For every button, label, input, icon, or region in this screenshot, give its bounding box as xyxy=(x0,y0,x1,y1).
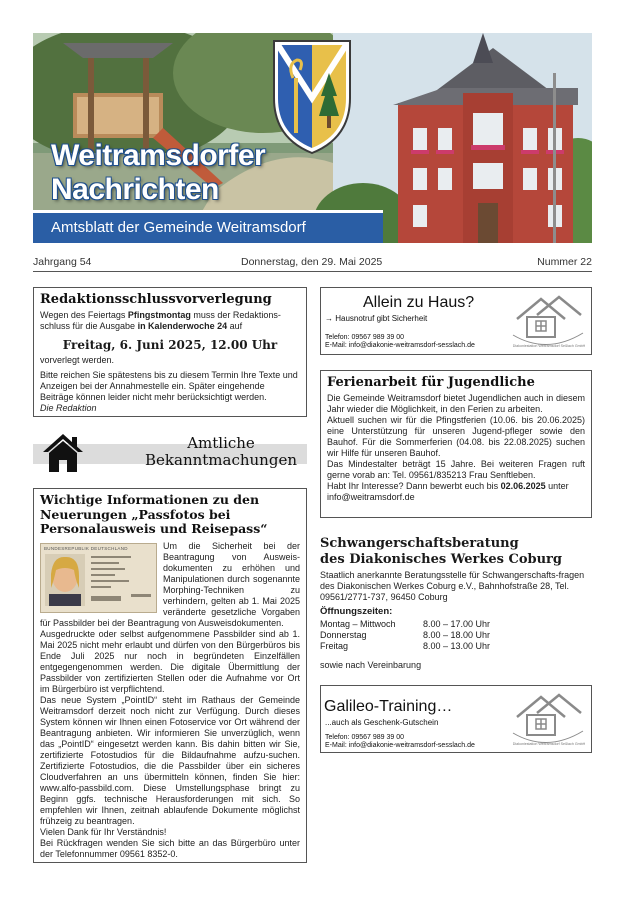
masthead-title-line2: Nachrichten xyxy=(51,173,219,206)
passfoto-article-box xyxy=(33,488,307,863)
home-icon xyxy=(41,432,85,474)
redaktion-text-4: vorverlegt werden. xyxy=(40,355,115,365)
passfoto-heading: Wichtige Informationen zu den Neuerungen „Passfotos bei Personalausweis und Reisepass“ xyxy=(40,492,268,536)
ferien-text: Habt Ihr Interesse? Dann bewerbt euch bis xyxy=(327,481,501,491)
redaktion-instructions: Bitte reichen Sie spätestens bis zu diesem Termin Ihre Texte und Anzeigen bei der Annahmestelle ein. Später eingehende Beiträge können leider nicht mehr berücksichtigt werden. xyxy=(40,370,298,402)
diakonie-logo-text: Diakoniestation Weitramsdorf Seßlach GmbH xyxy=(512,742,585,746)
issue-info-line xyxy=(33,256,592,272)
ferien-email[interactable]: unter info@weitramsdorf.de xyxy=(327,481,569,502)
issue-date: Donnerstag, den 29. Mai 2025 xyxy=(241,256,383,268)
redaktion-deadline: Freitag, 6. Juni 2025, 12.00 Uhr xyxy=(62,338,278,352)
ad-allein-title: Allein zu Haus? xyxy=(363,294,475,311)
id-card-label: BUNDESREPUBLIK DEUTSCHLAND xyxy=(44,545,128,551)
passfoto-paragraph-3: Das neue System „PointID“ steht im Rathaus der Gemeinde Weitramsdorf derzeit noch nicht zur Verfügung. Durch dieses System können wir Ihnen einen Fotoservice vor Ort während der Beantragung anbieten. Wir informieren Sie unverzüglich, wenn das „PointID“ eingesetzt werden kann. Bis dahin bitten wir Sie, zertifizierte Fotostudios für die Bildaufnahme aufzu-suchen. Zertifizierte Fotostudios, die die Passbilder über ein sicheres Cloudverfahren an uns übermitteln können, finden Sie hier: www.alfo-passbild.com. Diese Umstellungsphase bringt zu Beginn ggfs. technische Herausforderungen mit sich. So empfehlen wir Ihnen, zeitnah ablaufende Dokumente möglichst frühzeig zu beantragen. xyxy=(40,694,300,826)
hours-day: Donnerstag xyxy=(320,630,367,640)
schwangerschaftsberatung-section xyxy=(320,536,592,671)
ad-allein-email: E-Mail: info@diakonie-weitramsdorf-sesslach.de xyxy=(325,342,475,349)
ad-galileo-phone: Telefon: 09567 989 39 00 xyxy=(325,734,405,741)
ferien-paragraph-3: Das Mindestalter beträgt 15 Jahre. Bei weiteren Fragen ruft gerne vorab an: Tel. 09561/835213 Frau Senftleben. xyxy=(327,459,585,480)
redaktion-signature: Die Redaktion xyxy=(40,403,97,413)
ad-galileo-email: E-Mail: info@diakonie-weitramsdorf-sesslach.de xyxy=(325,742,475,749)
redaktion-week: in Kalenderwoche 24 xyxy=(137,321,228,331)
redaktion-text: Wegen des Feiertags xyxy=(40,310,128,320)
ferien-paragraph-2: Aktuell suchen wir für die Pfingstferien (10.06. bis 20.06.2025) eine Unterstützung für unseren Jugend-pfleger sowie den Bauhof. Für die Sommerferien (04.08. bis 22.08.2025) suchen wir Hilfe für unseren Bauhof. xyxy=(327,415,585,458)
issue-volume: Jahrgang 54 xyxy=(33,256,92,268)
subtitle-bar xyxy=(33,210,383,243)
passfoto-paragraph-4: Vielen Dank für Ihr Verständnis! xyxy=(40,826,167,837)
hours-title: Öffnungszeiten: xyxy=(320,606,393,617)
municipal-coat-of-arms xyxy=(271,38,353,156)
hours-day: Montag – Mittwoch xyxy=(320,619,396,629)
opening-hours-table xyxy=(320,619,592,652)
redaktion-text-2: muss der Redaktions-schluss für die Ausgabe xyxy=(40,310,281,331)
masthead-title-line1: Weitramsdorfer xyxy=(51,139,266,172)
beratung-heading-line2: des Diakonisches Werkes Coburg xyxy=(320,552,562,567)
beratung-note: sowie nach Vereinbarung xyxy=(320,660,422,670)
ferien-paragraph-1: Die Gemeinde Weitramsdorf bietet Jugendlichen auch in diesem Jahr wieder die Möglichkeit, in den Ferien zu arbeiten. xyxy=(327,393,585,414)
diakonie-logo-text: Diakoniestation Weitramsdorf Seßlach GmbH xyxy=(512,344,585,348)
passfoto-paragraph-2: Ausgedruckte oder selbst aufgenommene Passbilder sind ab 1. Mai 2025 nicht mehr erlaubt und dürfen von den Bürgerbüros bis Ende Juli 2025 nur noch in begründeten Einzelfällen entgegengenommen werden. Die digitale Übermittlung der Passbilder von zertifizierten Stellen oder die Aufnahme vor Ort im Bürgerbüro ist verpflichtend. xyxy=(40,628,300,694)
masthead-subtitle: Amtsblatt der Gemeinde Weitramsdorf xyxy=(51,219,306,236)
redaktion-holiday: Pfingstmontag xyxy=(127,310,191,320)
ferienarbeit-box xyxy=(320,370,592,518)
masthead-banner xyxy=(33,33,592,243)
hours-time: 8.00 – 13.00 Uhr xyxy=(423,641,491,651)
hours-day: Freitag xyxy=(320,641,349,651)
ad-galileo-training xyxy=(320,685,592,753)
diakonie-logo-icon xyxy=(509,291,585,351)
ad-allein-phone: Telefon: 09567 989 39 00 xyxy=(325,334,405,341)
id-card-photo xyxy=(41,544,157,613)
passfoto-paragraph-1: Um die Sicherheit bei der Beantragung von Ausweis-dokumenten zu erhöhen und Manipulationen durch sogenannte Morphing-Techniken zu verhindern, gelten ab 1. Mai 2025 veränderte gesetzliche Vorgaben für Passbilder bei der Beantragung von Ausweisdokumenten. xyxy=(40,540,300,628)
amtliche-bekanntmachungen-header xyxy=(33,430,307,476)
section-title-line1: Amtliche xyxy=(187,434,255,452)
header-divider xyxy=(33,271,592,272)
beratung-paragraph: Staatlich anerkannte Beratungsstelle für Schwangerschafts-fragen des Diakonischen Werkes Coburg e.V., Bahnhofstraße 28, Tel. 09561/2771-737, 96450 Coburg xyxy=(320,570,585,602)
diakonie-logo-icon xyxy=(509,689,585,749)
ferien-heading: Ferienarbeit für Jugendliche xyxy=(327,375,535,390)
redaktion-notice-box xyxy=(33,287,307,417)
ferien-deadline: 02.06.2025 xyxy=(500,481,546,491)
redaktion-text-3: auf xyxy=(227,321,243,331)
id-card-image xyxy=(40,543,157,613)
hours-time: 8.00 – 18.00 Uhr xyxy=(423,630,491,640)
beratung-heading-line1: Schwangerschaftsberatung xyxy=(320,536,519,551)
redaktion-heading: Redaktionsschlussvorverlegung xyxy=(40,292,272,307)
ad-allein-tagline: → Hausnotruf gibt Sicherheit xyxy=(325,314,428,323)
ad-allein-zu-haus xyxy=(320,287,592,355)
issue-number: Nummer 22 xyxy=(537,256,592,268)
ad-galileo-title: Galileo-Training… xyxy=(324,698,453,715)
hours-time: 8.00 – 17.00 Uhr xyxy=(423,619,491,629)
passfoto-paragraph-5: Bei Rückfragen wenden Sie sich bitte an das Bürgerbüro unter der Telefonnummer 09561 8352-0. xyxy=(40,837,300,859)
section-title-line2: Bekanntmachungen xyxy=(145,451,297,469)
ad-galileo-tagline: ...auch als Geschenk-Gutschein xyxy=(325,718,439,727)
section-title xyxy=(145,435,297,469)
